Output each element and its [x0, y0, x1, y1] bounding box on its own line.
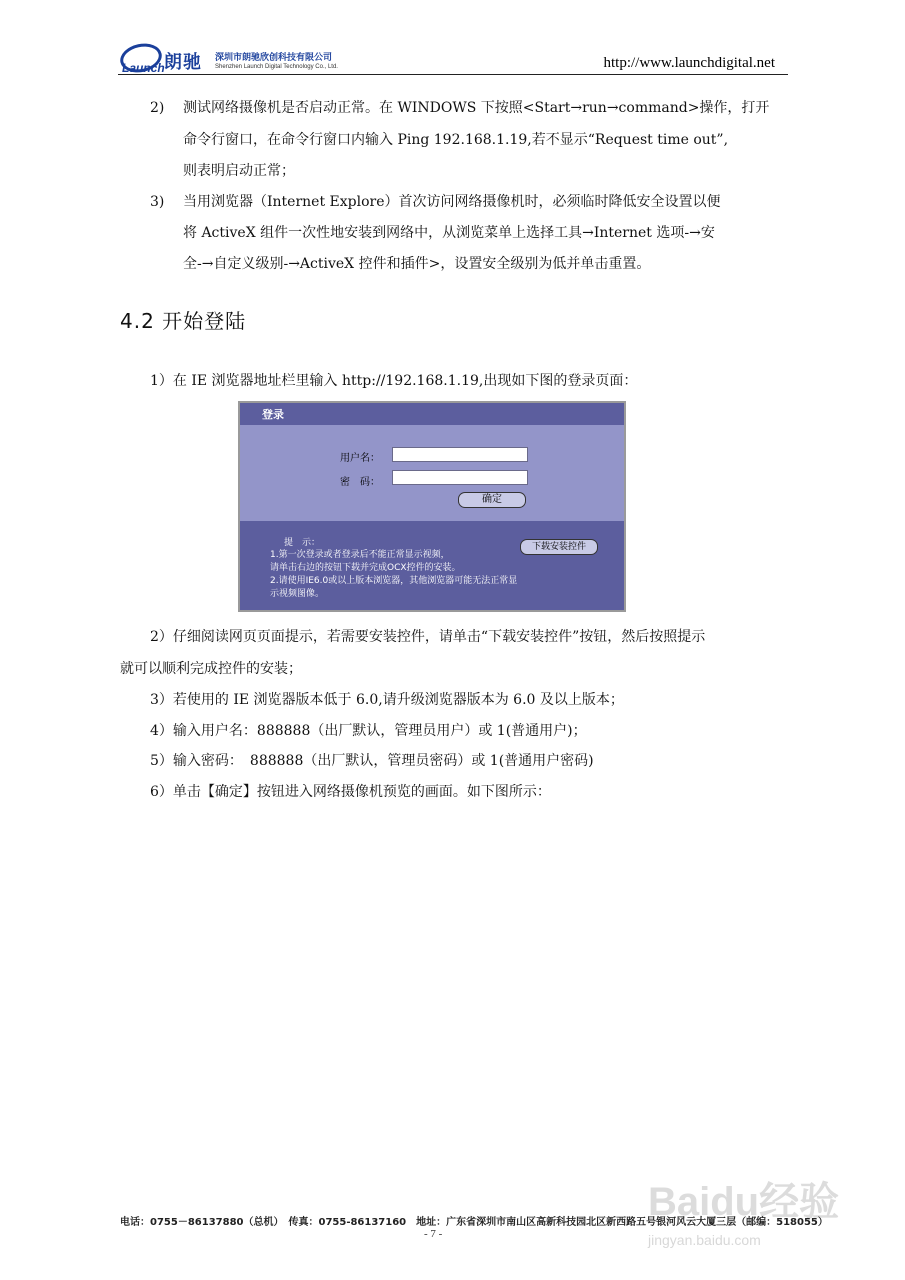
- step-5: 5）输入密码： 888888（出厂默认，管理员密码）或 1(普通用户密码): [150, 753, 594, 769]
- username-label: 用户名：: [340, 453, 380, 464]
- watermark-url: jingyan.baidu.com: [648, 1232, 761, 1248]
- item-line: 则表明启动正常；: [183, 163, 295, 179]
- login-hint-panel: [240, 521, 624, 610]
- hint-line: 1.第一次登录或者登录后不能正常显示视频，: [270, 550, 450, 560]
- password-label: 密 码：: [340, 477, 380, 488]
- hint-line: 示视频图像。: [270, 589, 325, 599]
- footer-contact: 电话：0755－86137880（总机） 传真：0755-86137160 地址：广东省深圳市南山区高新科技园北区新西路五号银河风云大厦三层（邮编：518055）: [120, 1217, 828, 1228]
- logo-brand-cn: 朗驰: [164, 52, 202, 73]
- header-url: http://www.launchdigital.net: [603, 55, 775, 71]
- hint-title: 提 示：: [284, 538, 321, 548]
- header-divider: [118, 74, 788, 75]
- login-title: 登录: [262, 408, 284, 421]
- item-line: 命令行窗口，在命令行窗口内输入 Ping 192.168.1.19,若不显示“Request time out”,: [183, 132, 729, 148]
- item-line: 全-→自定义级别-→ActiveX 控件和插件>，设置安全级别为低并单击重置。: [183, 256, 651, 272]
- company-name-cn: 深圳市朗驰欣创科技有限公司: [215, 53, 333, 63]
- hint-line: 请单击右边的按钮下载并完成OCX控件的安装。: [270, 563, 461, 573]
- item-line: 当用浏览器（Internet Explore）首次访问网络摄像机时，必须临时降低安全设置以便: [183, 194, 721, 210]
- step-6: 6）单击【确定】按钮进入网络摄像机预览的画面。如下图所示：: [150, 784, 551, 800]
- confirm-button[interactable]: 确定: [458, 492, 526, 508]
- step-3: 3）若使用的 IE 浏览器版本低于 6.0,请升级浏览器版本为 6.0 及以上版本；: [150, 692, 624, 708]
- password-input[interactable]: [392, 470, 528, 485]
- item-number: 2): [150, 100, 165, 116]
- company-logo: [120, 44, 360, 78]
- login-screenshot: [238, 401, 626, 612]
- item-line: 将 ActiveX 组件一次性地安装到网络中，从浏览菜单上选择工具→Internet 选项-→安: [183, 225, 715, 241]
- download-control-button[interactable]: 下载安装控件: [520, 539, 598, 555]
- login-title-bar: [240, 403, 624, 425]
- item-number: 3): [150, 194, 165, 210]
- logo-brand: Launch: [122, 61, 165, 75]
- step-2: 2）仔细阅读网页页面提示，若需要安装控件，请单击“下载安装控件”按钮，然后按照提示: [150, 629, 706, 645]
- item-line: 测试网络摄像机是否启动正常。在 WINDOWS 下按照<Start→run→command>操作，打开: [183, 100, 770, 116]
- username-input[interactable]: [392, 447, 528, 462]
- hint-line: 2.请使用IE6.0或以上版本浏览器，其他浏览器可能无法正常显: [270, 576, 518, 586]
- step-2-continued: 就可以顺利完成控件的安装；: [120, 661, 302, 677]
- page-number: - 7 -: [424, 1228, 443, 1240]
- section-title: 4.2 开始登陆: [120, 309, 247, 333]
- company-name-en: Shenzhen Launch Digital Technology Co., Ltd.: [215, 64, 338, 70]
- step-4: 4）输入用户名：888888（出厂默认，管理员用户）或 1(普通用户)；: [150, 723, 587, 739]
- watermark-brand: Baidu经验: [648, 1180, 840, 1224]
- step-1: 1）在 IE 浏览器地址栏里输入 http://192.168.1.19,出现如下图的登录页面：: [150, 373, 638, 389]
